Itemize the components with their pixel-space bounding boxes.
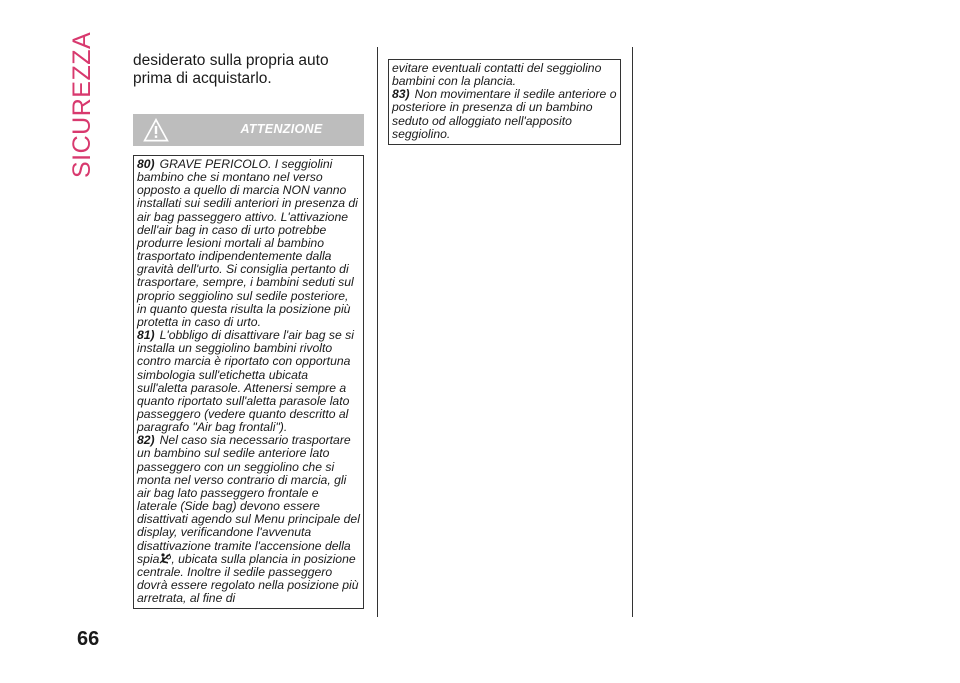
warning-item-text: L'obbligo di disattivare l'air bag se si installa un seggiolino bambini rivolto contro marcia è riportato con opportuna simbologia sull'etichetta ubicata sull'aletta parasole. Attenersi sempre a quanto riportato sull'aletta parasole lato passeggero (vedere quanto descritto al paragrafo "Air bag frontali"). (137, 328, 354, 435)
airbag-off-icon (159, 553, 171, 564)
column-divider-right (632, 47, 633, 617)
warning-box (133, 155, 364, 609)
warning-continued-text: evitare eventuali contatti del seggiolino bambini con la plancia. (392, 61, 602, 89)
warning-item-81 (137, 329, 360, 434)
section-title: SICUREZZA (68, 31, 96, 178)
warning-triangle-icon (143, 118, 169, 147)
warning-item-number: 83) (392, 87, 410, 102)
warning-box-continued (388, 59, 621, 145)
warning-item-text: Nel caso sia necessario trasportare un bambino sul sedile anteriore lato passeggero con un seggiolino che si monta nel verso contrario di marcia, gli air bag lato passeggero frontale e laterale (Side bag) devono essere disattivati agendo sul Menu principale del display, verificandone l'avvenuta disattivazione tramite l'accensione della spia (137, 433, 360, 566)
warning-item-83 (392, 88, 617, 141)
warning-item-text-continued: , ubicata sulla plancia in posizione centrale. Inoltre il sedile passeggero dovrà essere regolato nella posizione più arretrata, al fine di (137, 551, 359, 606)
warning-item-text: Non movimentare il sedile anteriore o posteriore in presenza di un bambino seduto od alloggiato nell'apposito seggiolino. (392, 87, 617, 141)
warning-header (133, 114, 364, 146)
warning-title: ATTENZIONE (240, 122, 323, 136)
column-divider-left (377, 47, 378, 617)
warning-item-number: 80) (137, 157, 155, 171)
warning-item-80 (137, 158, 360, 329)
page-number: 66 (77, 628, 100, 650)
warning-item-number: 81) (137, 328, 155, 343)
warning-item-number: 82) (137, 433, 155, 448)
intro-paragraph: desiderato sulla propria auto prima di acquistarlo. (133, 52, 329, 87)
section-title-vertical (60, 31, 120, 180)
warning-item-82 (137, 434, 360, 605)
warning-item-text: GRAVE PERICOLO. I seggiolini bambino che si montano nel verso opposto a quello di marcia NON vanno installati sui sedili anteriori in presenza di air bag passeggero attivo. L'attivazione dell'air bag in caso di urto potrebbe produrre lesioni mortali al bambino trasportato indipendentemente dalla gravità dell'urto. Si consiglia pertanto di trasportare, sempre, i bambini seduti sul proprio seggiolino sul sedile posteriore, in quanto questa risulta la posizione più protetta in caso di urto. (137, 157, 358, 329)
